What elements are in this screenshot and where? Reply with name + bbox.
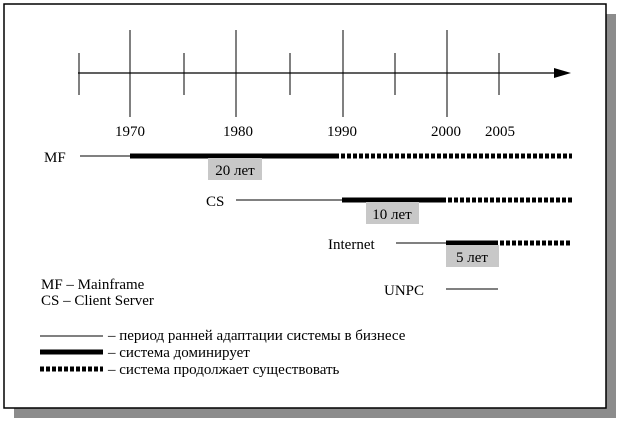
year-label: 1980 bbox=[223, 124, 253, 140]
system-label-unpc: UNPC bbox=[384, 283, 425, 299]
year-label: 1990 bbox=[327, 124, 357, 140]
system-label-internet: Internet bbox=[328, 237, 375, 253]
legend-text-early: – период ранней адаптации системы в бизнесе bbox=[108, 328, 406, 344]
year-label: 1970 bbox=[115, 124, 145, 140]
abbreviation-mf: MF – Mainframe bbox=[41, 277, 145, 293]
year-label: 2005 bbox=[485, 124, 515, 140]
abbreviation-cs: CS – Client Server bbox=[41, 293, 154, 309]
year-label: 2000 bbox=[431, 124, 461, 140]
system-label-cs: CS bbox=[206, 194, 225, 210]
legend-text-continues: – система продолжает существовать bbox=[108, 362, 340, 378]
system-label-mf: MF bbox=[44, 150, 66, 166]
legend-text-dominant: – система доминирует bbox=[108, 345, 250, 361]
internet-duration-label: 5 лет bbox=[456, 250, 488, 266]
cs-duration-label: 10 лет bbox=[372, 207, 412, 223]
abbreviations bbox=[41, 277, 154, 309]
mf-duration-label: 20 лет bbox=[215, 163, 255, 179]
frame bbox=[4, 4, 606, 408]
